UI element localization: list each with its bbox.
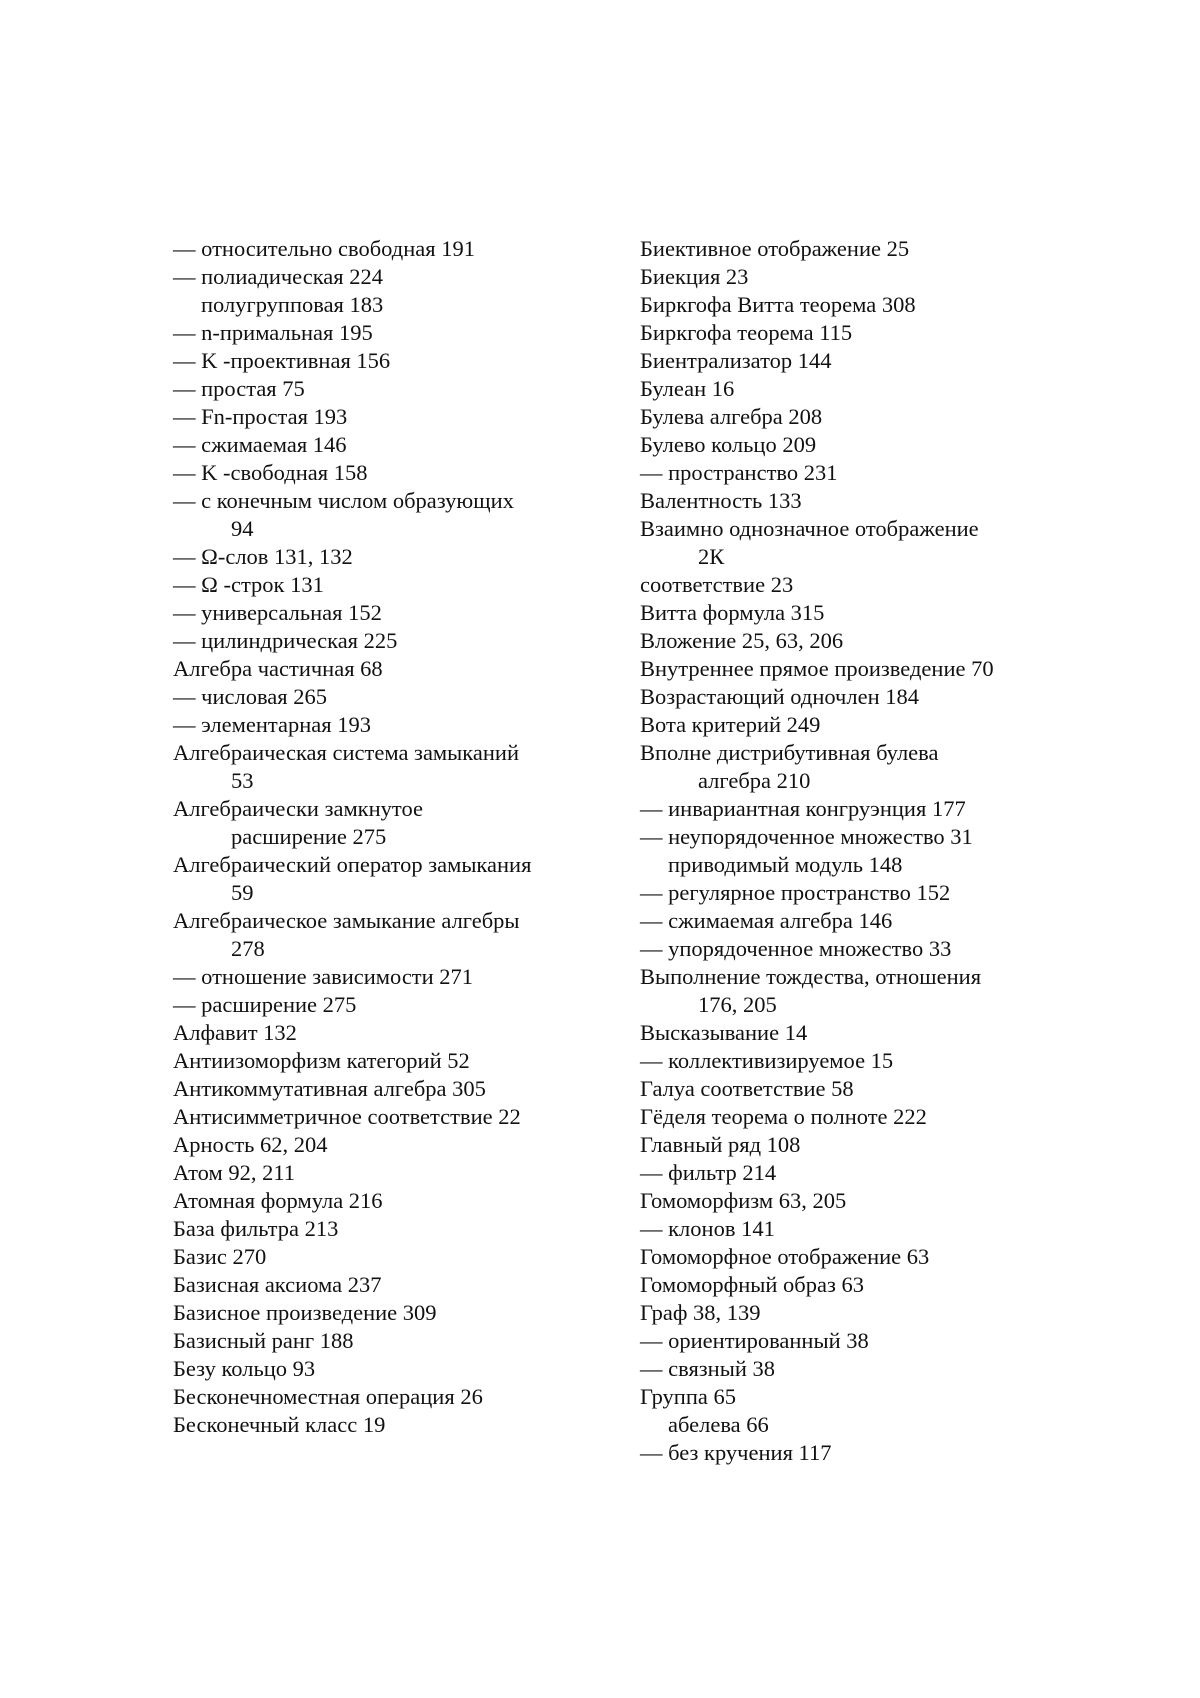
index-entry: Антикоммутативная алгебра 305: [173, 1076, 486, 1101]
index-entry: — простая 75: [173, 376, 305, 401]
index-entry: соответствие 23: [640, 572, 794, 597]
index-entry: Гёделя теорема о полноте 222: [640, 1104, 927, 1129]
index-column-left: [173, 235, 613, 1439]
index-entry: — ориентированный 38: [640, 1328, 869, 1353]
index-entry: Булева алгебра 208: [640, 404, 823, 429]
index-entry: Базис 270: [173, 1244, 267, 1269]
index-entry: — с конечным числом образующих: [173, 488, 514, 513]
index-entry: расширение 275: [231, 824, 387, 849]
index-entry: Антисимметричное соответствие 22: [173, 1104, 521, 1129]
index-entry: Биркгофа Витта теорема 308: [640, 292, 916, 317]
index-entry: — регулярное пространство 152: [640, 880, 951, 905]
index-entry: Алгебраический оператор замыкания: [173, 852, 532, 877]
index-entry: 53: [231, 768, 254, 793]
index-entry: Высказывание 14: [640, 1020, 808, 1045]
index-entry: Взаимно однозначное отображение: [640, 516, 979, 541]
index-entry: — клонов 141: [640, 1216, 775, 1241]
index-entry: — неупорядоченное множество 31: [640, 824, 973, 849]
index-entry: — Ω-слов 131, 132: [173, 544, 353, 569]
index-entry: — сжимаемая 146: [173, 432, 347, 457]
index-entry: — связный 38: [640, 1356, 775, 1381]
index-entry: — n-примальная 195: [173, 320, 373, 345]
index-entry: — цилиндрическая 225: [173, 628, 398, 653]
index-entry: — K -проективная 156: [173, 348, 391, 373]
index-entry: Биекция 23: [640, 264, 749, 289]
index-entry: — Ω -строк 131: [173, 572, 324, 597]
index-entry: Вложение 25, 63, 206: [640, 628, 844, 653]
index-entry: Витта формула 315: [640, 600, 825, 625]
index-entry: 2К: [698, 544, 725, 569]
index-entry: — относительно свободная 191: [173, 236, 475, 261]
index-entry: Биркгофа теорема 115: [640, 320, 853, 345]
index-entry: — числовая 265: [173, 684, 327, 709]
index-entry: — отношение зависимости 271: [173, 964, 474, 989]
index-entry: Атомная формула 216: [173, 1188, 383, 1213]
index-entry: Бесконечноместная операция 26: [173, 1384, 483, 1409]
index-entry: Алгебраическая система замыканий: [173, 740, 519, 765]
index-entry: Группа 65: [640, 1384, 736, 1409]
index-entry: Алфавит 132: [173, 1020, 297, 1045]
index-entry: Галуа соответствие 58: [640, 1076, 854, 1101]
index-entry: — расширение 275: [173, 992, 357, 1017]
index-entry: — сжимаемая алгебра 146: [640, 908, 893, 933]
index-entry: — K -свободная 158: [173, 460, 368, 485]
index-entry: Атом 92, 211: [173, 1160, 296, 1185]
index-entry: База фильтра 213: [173, 1216, 339, 1241]
index-entry: Вполне дистрибутивная булева: [640, 740, 939, 765]
index-entry: Вота критерий 249: [640, 712, 821, 737]
index-entry: Базисная аксиома 237: [173, 1272, 382, 1297]
index-entry: 94: [231, 516, 254, 541]
index-entry: — универсальная 152: [173, 600, 382, 625]
index-entry: Биентрализатор 144: [640, 348, 832, 373]
index-entry: Валентность 133: [640, 488, 802, 513]
index-entry: Внутреннее прямое произведение 70: [640, 656, 994, 681]
index-entry: Гомоморфный образ 63: [640, 1272, 865, 1297]
index-entry: Арность 62, 204: [173, 1132, 328, 1157]
index-entry: Булево кольцо 209: [640, 432, 817, 457]
index-entry: 176, 205: [698, 992, 777, 1017]
index-entry: Алгебра частичная 68: [173, 656, 383, 681]
index-entry: Гомоморфное отображение 63: [640, 1244, 930, 1269]
index-entry: Булеан 16: [640, 376, 735, 401]
index-entry: — инвариантная конгруэнция 177: [640, 796, 966, 821]
index-column-right: [640, 235, 1080, 1467]
index-entry: Возрастающий одночлен 184: [640, 684, 920, 709]
index-entry: Биективное отображение 25: [640, 236, 910, 261]
index-entry: Бесконечный класс 19: [173, 1412, 386, 1437]
index-entry: Выполнение тождества, отношения: [640, 964, 982, 989]
index-entry: — коллективизируемое 15: [640, 1048, 894, 1073]
index-entry: — элементарная 193: [173, 712, 371, 737]
index-entry: — фильтр 214: [640, 1160, 777, 1185]
index-entry: Главный ряд 108: [640, 1132, 801, 1157]
index-entry: — упорядоченное множество 33: [640, 936, 952, 961]
index-entry: Гомоморфизм 63, 205: [640, 1188, 847, 1213]
index-entry: Базисный ранг 188: [173, 1328, 354, 1353]
index-entry: — пространство 231: [640, 460, 838, 485]
index-entry: Базисное произведение 309: [173, 1300, 437, 1325]
index-entry: Алгебраическое замыкание алгебры: [173, 908, 520, 933]
index-entry: — без кручения 117: [640, 1440, 832, 1465]
index-entry: абелева 66: [668, 1412, 769, 1437]
index-entry: 278: [231, 936, 265, 961]
index-entry: — Fn-простая 193: [173, 404, 348, 429]
index-entry: Антиизоморфизм категорий 52: [173, 1048, 470, 1073]
index-entry: Алгебраически замкнутое: [173, 796, 423, 821]
index-entry: Безу кольцо 93: [173, 1356, 316, 1381]
index-entry: алгебра 210: [698, 768, 811, 793]
index-entry: полугрупповая 183: [201, 292, 384, 317]
index-entry: 59: [231, 880, 254, 905]
index-entry: — полиадическая 224: [173, 264, 384, 289]
index-entry: Граф 38, 139: [640, 1300, 761, 1325]
index-entry: приводимый модуль 148: [668, 852, 903, 877]
